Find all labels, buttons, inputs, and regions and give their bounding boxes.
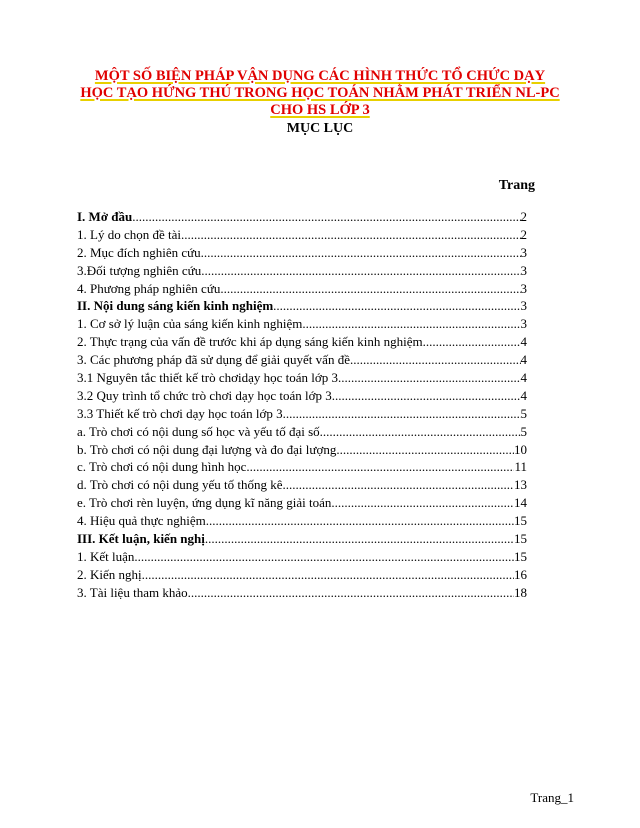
page-footer: Trang_1 [530,790,574,805]
toc-entry-label: 1. Lý do chọn đề tài [77,226,181,242]
toc-entry [77,297,527,315]
toc-entry-label: 2. Mục đích nghiên cứu [77,244,201,260]
toc-leader-dots [273,297,520,315]
toc-entry [77,530,527,548]
toc-leader-dots [350,351,521,369]
toc-leader-dots [142,566,514,584]
toc-entry [77,548,527,566]
toc-leader-dots [201,244,521,262]
toc-entry-label: III. Kết luận, kiến nghị [77,531,205,547]
toc-entry-label: 3.1 Nguyên tắc thiết kế trò chơidạy học toán lớp 3 [77,370,339,386]
toc-entry-label: 4. Phương pháp nghiên cứu [77,280,221,296]
toc-leader-dots [282,476,514,494]
document-title [60,68,580,119]
toc-entry-page: 13 [514,477,527,493]
toc-leader-dots [336,441,514,459]
toc-entry-page: 16 [514,566,527,582]
table-of-contents [77,208,527,602]
toc-entry-page: 4 [520,387,527,403]
toc-leader-dots [201,262,520,280]
toc-entry [77,441,527,459]
toc-leader-dots [134,548,514,566]
toc-entry [77,226,527,244]
toc-entry-page: 15 [514,531,527,547]
toc-entry [77,566,527,584]
title-line-2: HỌC TẠO HỨNG THÚ TRONG HỌC TOÁN NHẰM PHÁT TRIỂN NL-PC [80,85,560,101]
toc-entry-page: 15 [514,513,527,529]
toc-entry [77,262,527,280]
toc-entry [77,405,527,423]
page-column-label: Trang [498,178,535,193]
toc-leader-dots [320,423,521,441]
toc-entry [77,458,527,476]
toc-entry [77,387,527,405]
toc-entry-page: 3 [520,244,527,260]
toc-entry-page: 5 [520,423,527,439]
toc-entry-page: 4 [520,370,527,386]
toc-entry-page: 3 [520,298,527,314]
toc-entry [77,494,527,512]
toc-entry-label: I. Mở đầu [77,209,133,224]
toc-entry-page: 10 [514,441,527,457]
toc-entry-page: 2 [520,226,527,242]
toc-entry-label: II. Nội dung sáng kiến kinh nghiệm [77,298,274,314]
toc-leader-dots [181,226,521,244]
toc-entry-label: 4. Hiệu quả thực nghiệm [77,513,206,529]
toc-entry-page: 4 [520,334,527,350]
toc-leader-dots [331,494,514,512]
toc-entry [77,280,527,298]
toc-leader-dots [132,208,520,226]
toc-entry-label: 3.2 Quy trình tổ chức trò chơi dạy học toán lớp 3 [77,387,332,403]
toc-entry-label: b. Trò chơi có nội dung đại lượng và đo đại lượng [77,441,337,457]
toc-entry-label: 3. Các phương pháp đã sử dụng để giải quyết vấn đề [77,352,350,368]
toc-entry [77,423,527,441]
toc-entry-label: 1. Cơ sở lý luận của sáng kiến kinh nghiệm [77,316,303,332]
toc-entry-label: 2. Kiến nghị [77,566,142,582]
toc-entry-label: 1. Kết luận [77,548,135,564]
toc-leader-dots [338,369,520,387]
toc-entry-label: d. Trò chơi có nội dung yếu tố thống kê [77,477,283,493]
toc-entry [77,208,527,226]
toc-entry-label: 3.3 Thiết kế trò chơi dạy học toán lớp 3 [77,405,283,421]
toc-leader-dots [332,387,521,405]
toc-entry-label: 3.Đối tượng nghiên cứu [77,262,202,278]
toc-entry-page: 3 [520,280,527,296]
toc-entry-label: 2. Thực trạng của vấn đề trước khi áp dụng sáng kiến kinh nghiệm [77,334,423,350]
toc-heading: MỤC LỤC [286,121,354,136]
toc-entry-page: 3 [520,316,527,332]
toc-leader-dots [205,530,514,548]
toc-entry-page: 2 [520,209,527,224]
toc-entry-page: 5 [520,405,527,421]
toc-entry-label: 3. Tài liệu tham khảo [77,584,188,600]
toc-entry-page: 18 [514,584,527,600]
toc-leader-dots [220,280,520,298]
toc-entry [77,476,527,494]
title-line-3: CHO HS LỚP 3 [270,102,370,118]
toc-entry-page: 15 [514,548,527,564]
toc-entry [77,584,527,602]
toc-entry-page: 14 [514,495,527,511]
toc-leader-dots [188,584,514,602]
toc-entry-label: e. Trò chơi rèn luyện, ứng dụng kĩ năng giải toán [77,495,332,511]
title-line-1: MỘT SỐ BIỆN PHÁP VẬN DỤNG CÁC HÌNH THỨC TỔ CHỨC DẠY [94,68,546,84]
toc-leader-dots [206,512,514,530]
toc-leader-dots [423,333,521,351]
toc-entry-page: 3 [520,262,527,278]
toc-leader-dots [283,405,521,423]
toc-entry-label: a. Trò chơi có nội dung số học và yếu tố đại số [77,423,320,439]
toc-entry [77,315,527,333]
toc-leader-dots [302,315,520,333]
toc-entry [77,369,527,387]
toc-entry [77,244,527,262]
toc-entry [77,351,527,369]
toc-entry-page: 11 [514,459,527,475]
toc-entry-page: 4 [520,352,527,368]
toc-leader-dots [246,458,514,476]
toc-entry-label: c. Trò chơi có nội dung hình học [77,459,247,475]
toc-entry [77,512,527,530]
toc-entry [77,333,527,351]
